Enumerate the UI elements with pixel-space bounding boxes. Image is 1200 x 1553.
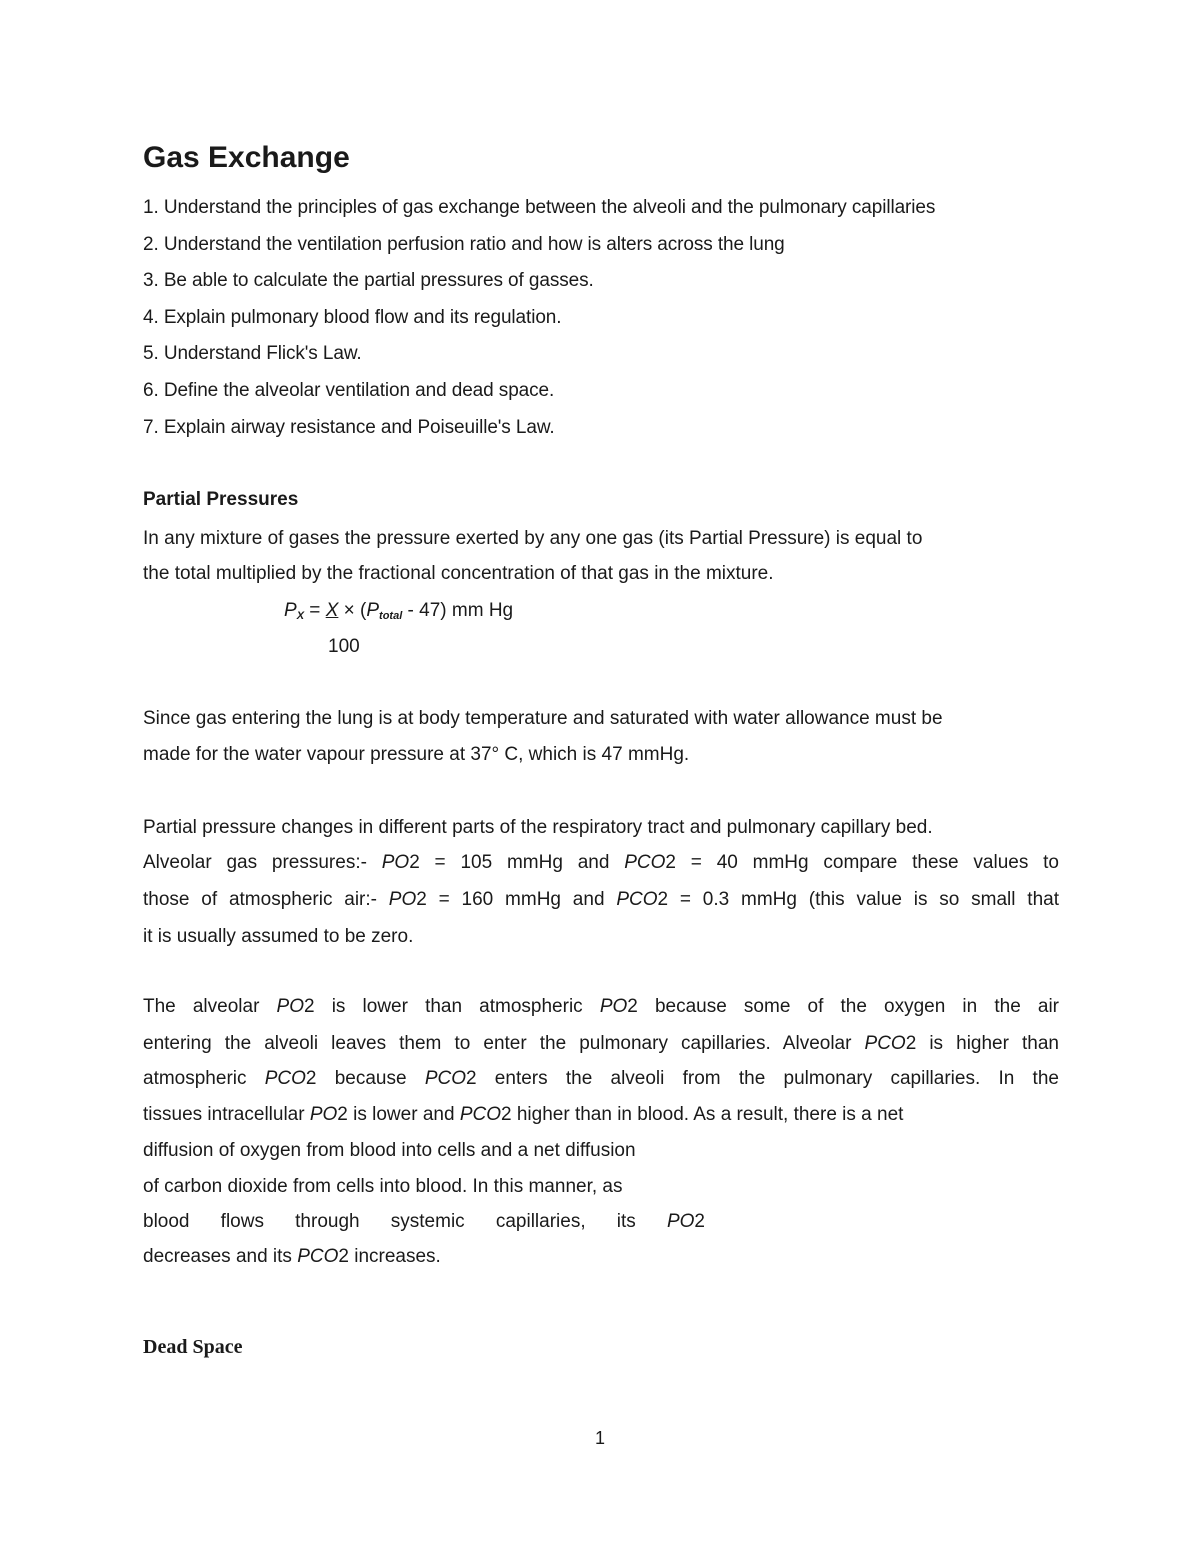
paragraph-line xyxy=(143,996,1059,1018)
symbol-po2: PO xyxy=(666,1211,695,1232)
partial-pressure-formula xyxy=(284,600,513,622)
paragraph-line: Partial pressure changes in different parts of the respiratory tract and pulmonary capillary bed. xyxy=(143,817,933,838)
formula-p-total: P xyxy=(366,600,380,621)
paragraph-line: the total multiplied by the fractional concentration of that gas in the mixture. xyxy=(143,563,774,584)
paragraph-line: Since gas entering the lung is at body temperature and saturated with water allowance must be xyxy=(143,708,943,729)
symbol-pco2: PCO xyxy=(297,1246,339,1267)
text-run: tissues intracellular xyxy=(143,1104,310,1125)
paragraph-line: it is usually assumed to be zero. xyxy=(143,926,414,947)
formula-fraction-numerator: X xyxy=(325,600,339,621)
page-title: Gas Exchange xyxy=(143,141,350,174)
page-number: 1 xyxy=(595,1428,606,1448)
objective-item: 1. Understand the principles of gas exchange between the alveoli and the pulmonary capillaries xyxy=(143,197,936,218)
paragraph-line xyxy=(143,1211,705,1233)
formula-rest: - 47) mm Hg xyxy=(402,600,514,621)
paragraph-line xyxy=(143,1246,441,1268)
text-run: 2 because some of the oxygen in the air xyxy=(627,996,1060,1017)
paragraph-line: diffusion of oxygen from blood into cells and a net diffusion xyxy=(143,1140,636,1161)
text-run: 2 is higher than xyxy=(905,1033,1060,1054)
formula-subscript-x: X xyxy=(296,610,305,622)
formula-p: P xyxy=(284,600,297,621)
text-run: 2 increases. xyxy=(338,1246,441,1267)
formula-denominator: 100 xyxy=(328,636,360,657)
objective-item: 7. Explain airway resistance and Poiseuille's Law. xyxy=(143,417,555,438)
objective-item: 5. Understand Flick's Law. xyxy=(143,343,362,364)
formula-times: × ( xyxy=(338,600,367,621)
symbol-po2: PO xyxy=(309,1104,338,1125)
formula-equals: = xyxy=(304,600,326,621)
text-run: 2 = 0.3 mmHg (this value is so small that xyxy=(657,889,1059,910)
section-heading-partial-pressures: Partial Pressures xyxy=(143,489,299,510)
text-run: 2 is lower than atmospheric xyxy=(304,996,600,1017)
symbol-pco2: PCO xyxy=(616,889,658,910)
formula-subscript-total: total xyxy=(379,610,403,622)
text-run: 2 is lower and xyxy=(337,1104,460,1125)
section-heading-dead-space: Dead Space xyxy=(143,1336,243,1358)
symbol-po2: PO xyxy=(388,889,417,910)
symbol-pco2: PCO xyxy=(864,1033,906,1054)
text-run: atmospheric xyxy=(143,1068,265,1089)
symbol-pco2: PCO xyxy=(459,1104,501,1125)
text-run: 2 = 105 mmHg and xyxy=(409,852,625,873)
symbol-pco2: PCO xyxy=(264,1068,306,1089)
text-run: 2 higher than in blood. As a result, there is a net xyxy=(501,1104,904,1125)
objective-item: 3. Be able to calculate the partial pressures of gasses. xyxy=(143,270,594,291)
text-run: 2 because xyxy=(305,1068,425,1089)
paragraph-line: of carbon dioxide from cells into blood. In this manner, as xyxy=(143,1176,623,1197)
text-run: entering the alveoli leaves them to enter the pulmonary capillaries. Alveolar xyxy=(143,1033,865,1054)
symbol-po2: PO xyxy=(276,996,304,1017)
text-run: decreases and its xyxy=(143,1246,298,1267)
paragraph-line xyxy=(143,889,1059,911)
objective-item: 4. Explain pulmonary blood flow and its regulation. xyxy=(143,307,562,328)
objective-item: 2. Understand the ventilation perfusion ratio and how is alters across the lung xyxy=(143,234,785,255)
text-run: 2 xyxy=(694,1211,705,1232)
text-run: those of atmospheric air:- xyxy=(143,889,389,910)
text-run: Alveolar gas pressures:- xyxy=(143,852,382,873)
paragraph-line xyxy=(143,1033,1059,1055)
text-run: blood flows through systemic capillaries, its xyxy=(143,1211,667,1232)
paragraph-line xyxy=(143,852,1059,874)
text-run: 2 = 40 mmHg compare these values to xyxy=(665,852,1059,873)
objective-item: 6. Define the alveolar ventilation and dead space. xyxy=(143,380,555,401)
symbol-pco2: PCO xyxy=(424,1068,466,1089)
paragraph-line xyxy=(143,1068,1059,1090)
paragraph-line: made for the water vapour pressure at 37° C, which is 47 mmHg. xyxy=(143,744,690,765)
symbol-pco2: PCO xyxy=(624,852,666,873)
text-run: 2 = 160 mmHg and xyxy=(416,889,617,910)
text-run: The alveolar xyxy=(143,996,277,1017)
paragraph-line xyxy=(143,1104,903,1126)
text-run: 2 enters the alveoli from the pulmonary capillaries. In the xyxy=(466,1068,1059,1089)
symbol-po2: PO xyxy=(381,852,410,873)
paragraph-line: In any mixture of gases the pressure exerted by any one gas (its Partial Pressure) is equal to xyxy=(143,528,923,549)
symbol-po2: PO xyxy=(599,996,628,1017)
